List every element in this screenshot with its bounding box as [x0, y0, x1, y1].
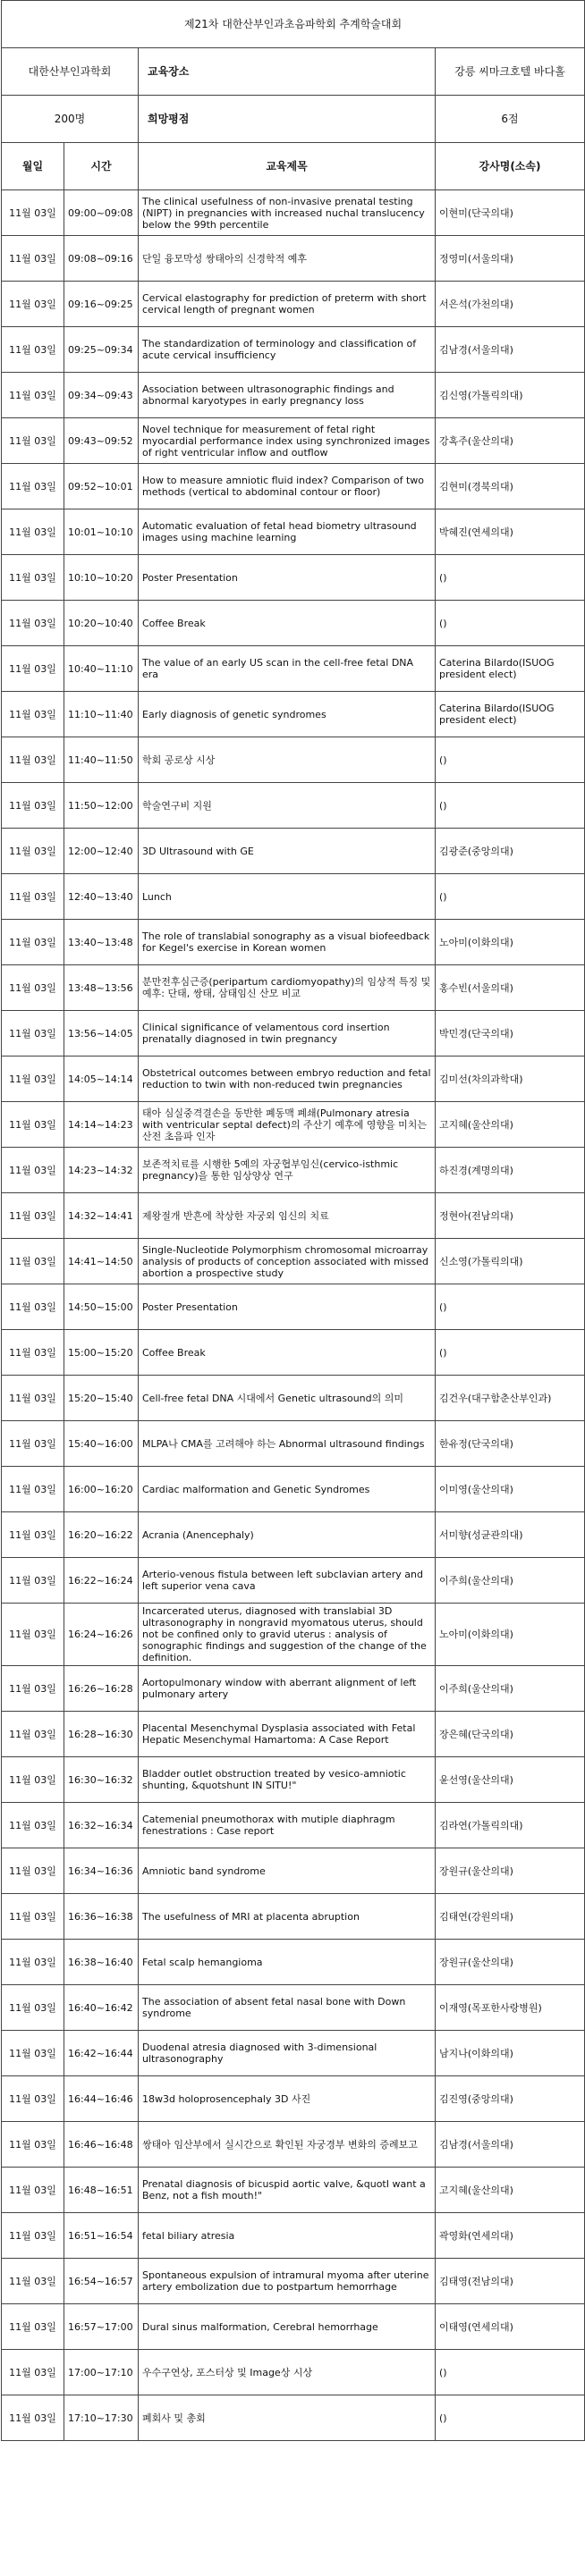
session-title: The association of absent fetal nasal bone with Down syndrome [139, 1985, 436, 2031]
session-time: 11:40~11:50 [64, 737, 139, 783]
session-date: 11월 03일 [2, 601, 64, 646]
session-title: 학회 공로상 시상 [139, 737, 436, 783]
session-time: 09:00~09:08 [64, 190, 139, 236]
info-row-venue [2, 48, 585, 96]
session-title: 제왕절개 반흔에 착상한 자궁외 임신의 치료 [139, 1193, 436, 1239]
session-speaker: 이태영(연세의대) [436, 2304, 585, 2350]
session-date: 11월 03일 [2, 692, 64, 737]
session-speaker: 김남경(서울의대) [436, 327, 585, 373]
session-time: 13:56~14:05 [64, 1011, 139, 1056]
session-speaker: 이주희(울산의대) [436, 1666, 585, 1712]
table-row [2, 829, 585, 874]
session-time: 16:57~17:00 [64, 2304, 139, 2350]
session-speaker: 김신영(가톨릭의대) [436, 373, 585, 418]
session-speaker: 고지혜(울산의대) [436, 2168, 585, 2213]
session-date: 11월 03일 [2, 1894, 64, 1940]
column-header-time: 시간 [64, 143, 139, 190]
session-speaker: 김건우(대구함춘산부인과) [436, 1376, 585, 1421]
session-time: 13:40~13:48 [64, 920, 139, 965]
session-title: The role of translabial sonography as a visual biofeedback for Kegel's exercise in Korean women [139, 920, 436, 965]
session-title: Cardiac malformation and Genetic Syndromes [139, 1467, 436, 1512]
session-title: Bladder outlet obstruction treated by vesico-amniotic shunting, &quotshunt IN SITU!" [139, 1757, 436, 1803]
table-row [2, 1712, 585, 1757]
session-time: 15:00~15:20 [64, 1330, 139, 1376]
session-time: 16:26~16:28 [64, 1666, 139, 1712]
session-date: 11월 03일 [2, 1666, 64, 1712]
session-title: Coffee Break [139, 1330, 436, 1376]
session-speaker: 정영미(서울의대) [436, 236, 585, 282]
session-speaker: () [436, 874, 585, 920]
session-title: The standardization of terminology and classification of acute cervical insufficiency [139, 327, 436, 373]
session-date: 11월 03일 [2, 2122, 64, 2168]
session-speaker: () [436, 783, 585, 829]
column-header-row [2, 143, 585, 190]
table-row [2, 965, 585, 1011]
session-speaker: Caterina Bilardo(ISUOG president elect) [436, 692, 585, 737]
session-title: Automatic evaluation of fetal head biometry ultrasound images using machine learning [139, 509, 436, 555]
session-speaker: () [436, 737, 585, 783]
session-title: Early diagnosis of genetic syndromes [139, 692, 436, 737]
session-time: 16:32~16:34 [64, 1803, 139, 1848]
session-speaker: 한유정(단국의대) [436, 1421, 585, 1467]
session-title: Prenatal diagnosis of bicuspid aortic valve, &quotI want a Benz, not a fish mouth!" [139, 2168, 436, 2213]
table-row [2, 509, 585, 555]
table-row [2, 327, 585, 373]
session-date: 11월 03일 [2, 2395, 64, 2441]
session-date: 11월 03일 [2, 555, 64, 601]
session-title: Coffee Break [139, 601, 436, 646]
conference-title: 제21차 대한산부인과초음파학회 추계학술대회 [2, 1, 585, 48]
session-speaker: 노아미(이화의대) [436, 920, 585, 965]
session-speaker: 장원규(울산의대) [436, 1848, 585, 1894]
session-speaker: 고지혜(울산의대) [436, 1102, 585, 1148]
session-date: 11월 03일 [2, 1056, 64, 1102]
session-date: 11월 03일 [2, 737, 64, 783]
session-speaker: () [436, 555, 585, 601]
info-row-capacity [2, 96, 585, 143]
session-date: 11월 03일 [2, 874, 64, 920]
session-time: 17:10~17:30 [64, 2395, 139, 2441]
session-speaker: Caterina Bilardo(ISUOG president elect) [436, 646, 585, 692]
table-row [2, 1011, 585, 1056]
session-time: 09:52~10:01 [64, 464, 139, 509]
session-speaker: 노아미(이화의대) [436, 1604, 585, 1666]
session-date: 11월 03일 [2, 783, 64, 829]
session-date: 11월 03일 [2, 1376, 64, 1421]
session-time: 09:34~09:43 [64, 373, 139, 418]
table-row [2, 2304, 585, 2350]
session-title: Novel technique for measurement of fetal right myocardial performance index using synchronized images of right ventricular inflow and outflow [139, 418, 436, 464]
session-time: 16:24~16:26 [64, 1604, 139, 1666]
session-speaker: 곽영화(연세의대) [436, 2213, 585, 2259]
venue-value: 강릉 씨마크호텔 바다홀 [436, 48, 585, 96]
session-date: 11월 03일 [2, 1239, 64, 1284]
table-row [2, 418, 585, 464]
session-title: The usefulness of MRI at placenta abruption [139, 1894, 436, 1940]
session-time: 16:42~16:44 [64, 2031, 139, 2076]
session-title: 학술연구비 지원 [139, 783, 436, 829]
table-row [2, 692, 585, 737]
session-time: 14:50~15:00 [64, 1284, 139, 1330]
session-speaker: 정현아(전남의대) [436, 1193, 585, 1239]
session-title: Lunch [139, 874, 436, 920]
table-row [2, 1757, 585, 1803]
column-header-speaker: 강사명(소속) [436, 143, 585, 190]
session-date: 11월 03일 [2, 464, 64, 509]
table-row [2, 464, 585, 509]
table-row [2, 646, 585, 692]
session-date: 11월 03일 [2, 920, 64, 965]
session-title: Cell-free fetal DNA 시대에서 Genetic ultrasound의 의미 [139, 1376, 436, 1421]
session-speaker: 김라연(가톨릭의대) [436, 1803, 585, 1848]
session-time: 10:10~10:20 [64, 555, 139, 601]
session-title: fetal biliary atresia [139, 2213, 436, 2259]
session-title: Placental Mesenchymal Dysplasia associated with Fetal Hepatic Mesenchymal Hamartoma: A Case Report [139, 1712, 436, 1757]
session-date: 11월 03일 [2, 2259, 64, 2304]
table-row [2, 1102, 585, 1148]
session-title: Acrania (Anencephaly) [139, 1512, 436, 1558]
session-title: Duodenal atresia diagnosed with 3-dimensional ultrasonography [139, 2031, 436, 2076]
session-date: 11월 03일 [2, 1330, 64, 1376]
session-time: 11:50~12:00 [64, 783, 139, 829]
session-title: The value of an early US scan in the cell-free fetal DNA era [139, 646, 436, 692]
session-speaker: 장원규(울산의대) [436, 1940, 585, 1985]
title-row [2, 1, 585, 48]
session-time: 14:41~14:50 [64, 1239, 139, 1284]
session-time: 16:22~16:24 [64, 1558, 139, 1604]
table-row [2, 1940, 585, 1985]
session-speaker: 김진영(중앙의대) [436, 2076, 585, 2122]
session-time: 15:40~16:00 [64, 1421, 139, 1467]
session-time: 16:44~16:46 [64, 2076, 139, 2122]
session-date: 11월 03일 [2, 1011, 64, 1056]
session-speaker: 김태연(강원의대) [436, 1894, 585, 1940]
session-title: 우수구연상, 포스터상 및 Image상 시상 [139, 2350, 436, 2395]
table-row [2, 2395, 585, 2441]
session-speaker: 하진경(계명의대) [436, 1148, 585, 1193]
session-time: 14:32~14:41 [64, 1193, 139, 1239]
session-speaker: () [436, 2350, 585, 2395]
table-row [2, 1666, 585, 1712]
session-speaker: 장은혜(단국의대) [436, 1712, 585, 1757]
session-speaker: 남지나(이화의대) [436, 2031, 585, 2076]
session-title: Incarcerated uterus, diagnosed with translabial 3D ultrasonography in nongravid myomatous uterus, should not be confined only to gravid uterus : analysis of sonographic findings and suggestion of the change of the definition. [139, 1604, 436, 1666]
table-row [2, 601, 585, 646]
table-row [2, 1558, 585, 1604]
table-row [2, 1894, 585, 1940]
table-row [2, 783, 585, 829]
table-row [2, 1604, 585, 1666]
session-date: 11월 03일 [2, 1284, 64, 1330]
session-time: 14:14~14:23 [64, 1102, 139, 1148]
session-title: Single-Nucleotide Polymorphism chromosomal microarray analysis of products of conception associated with missed abortion a prospective study [139, 1239, 436, 1284]
session-time: 16:48~16:51 [64, 2168, 139, 2213]
session-date: 11월 03일 [2, 1467, 64, 1512]
table-row [2, 920, 585, 965]
table-row [2, 1284, 585, 1330]
session-title: 단일 융모막성 쌍태아의 신경학적 예후 [139, 236, 436, 282]
session-date: 11월 03일 [2, 1985, 64, 2031]
session-speaker: 박혜진(연세의대) [436, 509, 585, 555]
session-speaker: 이미영(울산의대) [436, 1467, 585, 1512]
session-date: 11월 03일 [2, 1558, 64, 1604]
session-time: 09:25~09:34 [64, 327, 139, 373]
table-row [2, 282, 585, 327]
session-speaker: 서미향(성균관의대) [436, 1512, 585, 1558]
session-date: 11월 03일 [2, 418, 64, 464]
session-speaker: 이재영(목포한사랑병원) [436, 1985, 585, 2031]
session-date: 11월 03일 [2, 2031, 64, 2076]
session-date: 11월 03일 [2, 2350, 64, 2395]
session-date: 11월 03일 [2, 965, 64, 1011]
session-time: 16:00~16:20 [64, 1467, 139, 1512]
table-row [2, 236, 585, 282]
session-speaker: 김태영(전남의대) [436, 2259, 585, 2304]
table-row [2, 2122, 585, 2168]
session-title: Poster Presentation [139, 555, 436, 601]
program-table [1, 0, 585, 2441]
session-speaker: 김남경(서울의대) [436, 2122, 585, 2168]
session-title: Dural sinus malformation, Cerebral hemorrhage [139, 2304, 436, 2350]
session-date: 11월 03일 [2, 509, 64, 555]
session-date: 11월 03일 [2, 373, 64, 418]
table-row [2, 1239, 585, 1284]
session-speaker: 김현미(경북의대) [436, 464, 585, 509]
session-time: 16:36~16:38 [64, 1894, 139, 1940]
session-time: 11:10~11:40 [64, 692, 139, 737]
session-time: 16:20~16:22 [64, 1512, 139, 1558]
session-date: 11월 03일 [2, 1604, 64, 1666]
session-speaker: 윤선영(울산의대) [436, 1757, 585, 1803]
session-speaker: () [436, 601, 585, 646]
session-title: Aortopulmonary window with aberrant alignment of left pulmonary artery [139, 1666, 436, 1712]
session-title: Clinical significance of velamentous cord insertion prenatally diagnosed in twin pregnancy [139, 1011, 436, 1056]
column-header-title: 교육제목 [139, 143, 436, 190]
session-speaker: 박민경(단국의대) [436, 1011, 585, 1056]
session-title: Arterio-venous fistula between left subclavian artery and left superior vena cava [139, 1558, 436, 1604]
session-time: 13:48~13:56 [64, 965, 139, 1011]
session-date: 11월 03일 [2, 1803, 64, 1848]
session-date: 11월 03일 [2, 1512, 64, 1558]
session-time: 12:00~12:40 [64, 829, 139, 874]
session-title: 보존적치료를 시행한 5예의 자궁협부임신(cervico-isthmic pregnancy)을 통한 임상양상 연구 [139, 1148, 436, 1193]
table-row [2, 555, 585, 601]
session-title: How to measure amniotic fluid index? Comparison of two methods (vertical to abdominal contour or floor) [139, 464, 436, 509]
session-date: 11월 03일 [2, 829, 64, 874]
session-title: 18w3d holoprosencephaly 3D 사진 [139, 2076, 436, 2122]
session-date: 11월 03일 [2, 327, 64, 373]
session-title: 3D Ultrasound with GE [139, 829, 436, 874]
column-header-date: 월일 [2, 143, 64, 190]
table-row [2, 1056, 585, 1102]
session-date: 11월 03일 [2, 282, 64, 327]
session-speaker: 홍수빈(서울의대) [436, 965, 585, 1011]
session-date: 11월 03일 [2, 1102, 64, 1148]
session-date: 11월 03일 [2, 2213, 64, 2259]
table-row [2, 2031, 585, 2076]
session-date: 11월 03일 [2, 1421, 64, 1467]
session-date: 11월 03일 [2, 1848, 64, 1894]
session-time: 09:16~09:25 [64, 282, 139, 327]
session-title: Fetal scalp hemangioma [139, 1940, 436, 1985]
session-speaker: 신소영(가톨릭의대) [436, 1239, 585, 1284]
session-time: 14:23~14:32 [64, 1148, 139, 1193]
session-date: 11월 03일 [2, 1193, 64, 1239]
session-title: Spontaneous expulsion of intramural myoma after uterine artery embolization due to postpartum hemorrhage [139, 2259, 436, 2304]
session-time: 10:20~10:40 [64, 601, 139, 646]
credit-value: 6점 [436, 96, 585, 143]
session-title: Catemenial pneumothorax with mutiple diaphragm fenestrations : Case report [139, 1803, 436, 1848]
table-row [2, 1803, 585, 1848]
session-time: 16:46~16:48 [64, 2122, 139, 2168]
venue-label: 교육장소 [139, 48, 436, 96]
table-row [2, 373, 585, 418]
session-time: 16:28~16:30 [64, 1712, 139, 1757]
session-title: 폐회사 및 총회 [139, 2395, 436, 2441]
session-time: 16:30~16:32 [64, 1757, 139, 1803]
session-title: 쌍태아 임산부에서 실시간으로 확인된 자궁경부 변화의 증례보고 [139, 2122, 436, 2168]
session-speaker: 이현미(단국의대) [436, 190, 585, 236]
table-row [2, 2259, 585, 2304]
table-row [2, 1193, 585, 1239]
session-title: Cervical elastography for prediction of preterm with short cervical length of pregnant women [139, 282, 436, 327]
session-time: 14:05~14:14 [64, 1056, 139, 1102]
session-time: 10:40~11:10 [64, 646, 139, 692]
session-title: 분만전후심근증(peripartum cardiomyopathy)의 임상적 특징 및 예후: 단태, 쌍태, 삼태임신 산모 비교 [139, 965, 436, 1011]
session-time: 16:34~16:36 [64, 1848, 139, 1894]
session-title: 태아 심실중격결손을 동반한 폐동맥 폐쇄(Pulmonary atresia with ventricular septal defect)의 주산기 예후에 영향을 미치는 산전 초음파 인자 [139, 1102, 436, 1148]
session-date: 11월 03일 [2, 2168, 64, 2213]
table-row [2, 1848, 585, 1894]
session-title: Amniotic band syndrome [139, 1848, 436, 1894]
session-time: 12:40~13:40 [64, 874, 139, 920]
session-speaker: 김미선(차의과학대) [436, 1056, 585, 1102]
table-row [2, 1330, 585, 1376]
session-date: 11월 03일 [2, 1712, 64, 1757]
session-time: 16:54~16:57 [64, 2259, 139, 2304]
session-time: 17:00~17:10 [64, 2350, 139, 2395]
session-date: 11월 03일 [2, 2304, 64, 2350]
session-time: 16:40~16:42 [64, 1985, 139, 2031]
session-time: 16:51~16:54 [64, 2213, 139, 2259]
capacity-value: 200명 [2, 96, 139, 143]
session-date: 11월 03일 [2, 2076, 64, 2122]
session-date: 11월 03일 [2, 1940, 64, 1985]
session-title: MLPA나 CMA를 고려해야 하는 Abnormal ultrasound findings [139, 1421, 436, 1467]
session-title: Obstetrical outcomes between embryo reduction and fetal reduction to twin with non-reduced twin pregnancies [139, 1056, 436, 1102]
session-date: 11월 03일 [2, 236, 64, 282]
session-speaker: () [436, 1330, 585, 1376]
session-speaker: 이주희(울산의대) [436, 1558, 585, 1604]
table-row [2, 1512, 585, 1558]
table-row [2, 1985, 585, 2031]
table-row [2, 1421, 585, 1467]
session-speaker: 서은석(가천의대) [436, 282, 585, 327]
session-speaker: () [436, 1284, 585, 1330]
credit-label: 희망평점 [139, 96, 436, 143]
table-row [2, 2168, 585, 2213]
session-time: 09:43~09:52 [64, 418, 139, 464]
session-date: 11월 03일 [2, 1757, 64, 1803]
session-time: 15:20~15:40 [64, 1376, 139, 1421]
table-row [2, 1376, 585, 1421]
table-row [2, 874, 585, 920]
session-time: 10:01~10:10 [64, 509, 139, 555]
session-date: 11월 03일 [2, 1148, 64, 1193]
table-row [2, 190, 585, 236]
session-title: Association between ultrasonographic findings and abnormal karyotypes in early pregnancy loss [139, 373, 436, 418]
host-organization: 대한산부인과학회 [2, 48, 139, 96]
table-row [2, 2213, 585, 2259]
session-time: 16:38~16:40 [64, 1940, 139, 1985]
session-title: Poster Presentation [139, 1284, 436, 1330]
table-row [2, 1467, 585, 1512]
table-row [2, 1148, 585, 1193]
table-row [2, 2350, 585, 2395]
session-date: 11월 03일 [2, 646, 64, 692]
session-time: 09:08~09:16 [64, 236, 139, 282]
session-speaker: 강혹주(울산의대) [436, 418, 585, 464]
session-title: The clinical usefulness of non-invasive prenatal testing (NIPT) in pregnancies with increased nuchal translucency below the 99th percentile [139, 190, 436, 236]
table-row [2, 2076, 585, 2122]
table-row [2, 737, 585, 783]
session-speaker: () [436, 2395, 585, 2441]
session-date: 11월 03일 [2, 190, 64, 236]
session-speaker: 김광준(중앙의대) [436, 829, 585, 874]
